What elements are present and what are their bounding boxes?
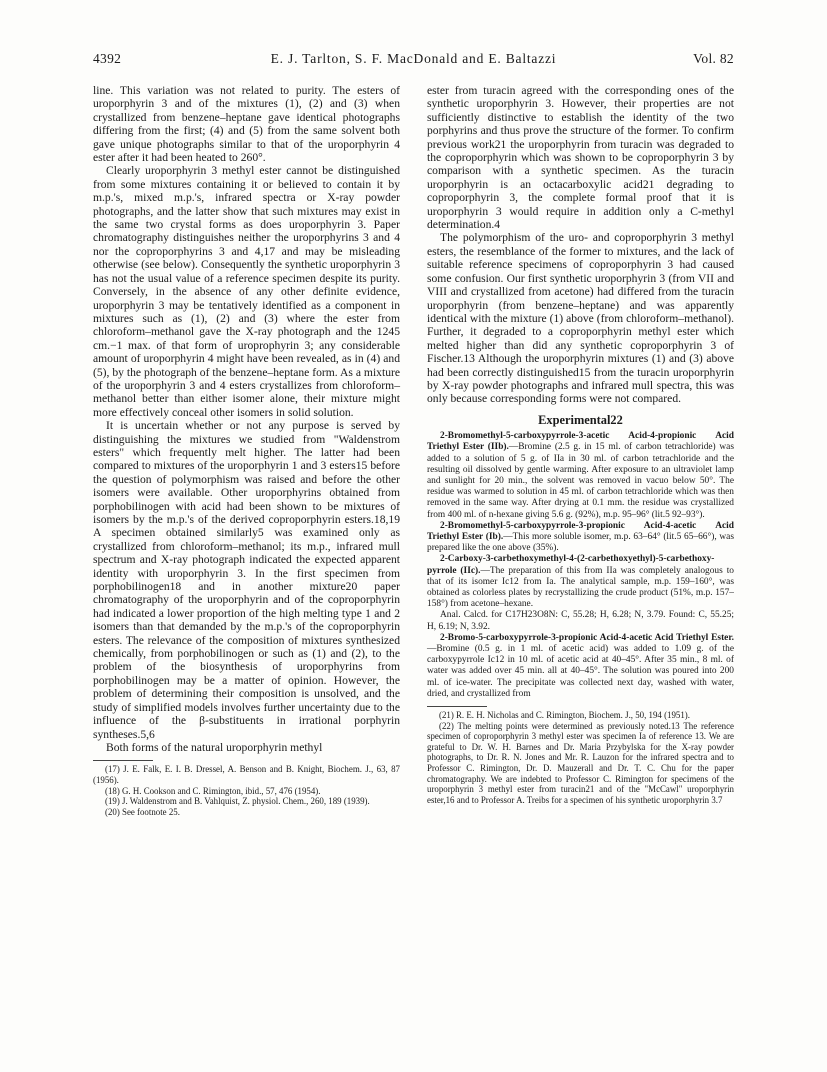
entry-heading: 2-Bromomethyl-5-carboxypyrrole-3-acetic Acid-4-propionic Acid Triethyl Ester (IIb). — [427, 431, 734, 453]
page-number: 4392 — [93, 51, 122, 66]
running-authors: E. J. Tarlton, S. F. MacDonald and E. Baltazzi — [270, 51, 557, 66]
left-paragraph-4: Both forms of the natural uroporphyrin methyl — [106, 740, 323, 754]
left-column — [93, 84, 400, 817]
experimental-entry — [427, 521, 734, 555]
entry-text: Anal. Calcd. for C17H23O8N: C, 55.28; H, 6.28; N, 3.79. Found: C, 55.25; H, 6.19; N, 3.92. — [427, 610, 734, 632]
entry-heading: 2-Bromo-5-carboxypyrrole-3-propionic Acid-4-acetic Acid Triethyl Ester. — [440, 632, 734, 643]
footnote-21: (21) R. E. H. Nicholas and C. Rimington, Biochem. J., 50, 194 (1951). — [439, 710, 690, 721]
footnote-rule — [93, 760, 153, 761]
right-paragraph-1: ester from turacin agreed with the corresponding ones of the synthetic uroporphyrin 3. However, their properties are not sufficiently distinctive to establish the identity of the two porphyrins and thus prove the structure of the former. To confirm previous work21 the uroporphyrin from turacin was degraded to the coproporphyrin which was shown to be coproporphyrin 3 by comparison with a synthetic specimen. As the turacin uroporphyrin is an octacarboxylic acid21 degrading to coproporphyrin 3, the complete formal proof that it is uroporphyrin 3 would require in addition only a C-methyl determination.4 — [427, 84, 734, 232]
left-paragraph-2: Clearly uroporphyrin 3 methyl ester cannot be distinguished from some mixtures containing it or believed to contain it by m.p.'s, mixed m.p.'s, infrared spectra or X-ray powder photographs, and the latter show that such mixtures may exist in the same two crystal forms as does uroporphyrin 3. Paper chromatography distinguishes neither the uroporphyrins 3 and 4 nor the coproporphyrins 3 and 4,17 and may be misleading otherwise (see below). Consequently the synthetic uroporphyrin 3 has not the usual value of a reference specimen despite its purity. Conversely, in the absence of any other definite evidence, uroporphyrin 3 may be tentatively identified as a component in mixtures such as (1), (2) and (3) where the ester from chloroform–methanol gave the X-ray photograph and the 1245 cm.−1 max. of that form of uroprophyrin 3; any considerable amount of uroporphyrin 4 might have been revealed, as in (4) and (5), by the photograph of the benzene–heptane form. As a mixture of the uroporphyrin 3 and 4 esters crystallizes from chloroform–methanol better than either isomer alone, their mixture might more effectively conceal other isomers in solid solution. — [93, 164, 400, 419]
footnote-rule — [427, 706, 487, 707]
footnote-19: (19) J. Waldenstrom and B. Vahlquist, Z. physiol. Chem., 260, 189 (1939). — [105, 796, 370, 807]
experimental-heading: Experimental22 — [538, 412, 623, 427]
footnote-17: (17) J. E. Falk, E. I. B. Dressel, A. Benson and B. Knight, Biochem. J., 63, 87 (1956). — [93, 764, 400, 785]
right-paragraph-2: The polymorphism of the uro- and coproporphyrin 3 methyl esters, the resemblance of the former to mixtures, and the lack of suitable reference specimens of coproporphyrin 3 had caused some confusion. Our first synthetic uroporphyrin 3 (from VII and VIII and crystallized from acetone) had differed from the turacin uroporphyrin (from benzene–heptane) and was apparently identical with the mixture (1) above (from chloroform–methanol). Further, it degraded to a coproporphyrin methyl ester which melted higher than did any synthetic coproporphyrin 3 of Fischer.13 Although the uroporphyrin mixtures (1) and (3) above had been correctly distinguished15 from the turacin uroporphyrin by X-ray powder photographs and infrared mull spectra, this was only because corresponding forms were not compared. — [427, 231, 734, 406]
entry-text: —This more soluble isomer, m.p. 63–64° (lit.5 65–66°), was prepared like the one above (35%). — [427, 531, 734, 554]
entry-heading: 2-Carboxy-3-carbethoxymethyl-4-(2-carbethoxyethyl)-5-carbethoxy-pyrrole (IIc). — [427, 554, 715, 576]
footnote-22: (22) The melting points were determined as previously noted.13 The reference specimen of coproporphyrin 3 methyl ester was specimen Ia of reference 13. We are grateful to Dr. W. H. Barnes and Dr. Maria Przybylska for the X-ray powder photographs, to Dr. R. N. Jones and Mr. R. Lauzon for the infrared spectra and to Professor C. Rimington, Dr. D. Mauzerall and Dr. T. C. Chu for the paper chromatography. We are indebted to Professor C. Rimington for specimens of the uroporphyrin 3 methyl ester from turacin21 and of the "McCawl" uroporphyrin ester,16 and to Professor A. Treibs for a specimen of his synthetic uroporphyrin 3.7 — [427, 720, 734, 805]
running-header — [93, 51, 734, 71]
footnote-20: (20) See footnote 25. — [105, 806, 180, 817]
left-paragraph-3: It is uncertain whether or not any purpose is served by distinguishing the mixtures we studied from "Waldenstrom esters" which frequently melt higher. The latter had been compared to mixtures of the uroporphyrin 1 and 3 esters15 before the question of polymorphism was raised and before the other isomers were available. Other uroporphyrins obtained from porphobilinogen with acid had been shown to be mixtures of isomers by the m.p.'s of the derived coproporphyrin esters.18,19 A specimen obtained similarly5 was examined only as crystallized from chloroform–methanol; its m.p., infrared mull spectrum and X-ray photograph indicated the expected apparent identity with uroporphyrin 3. In the first specimen from porphobilinogen18 and in another mixture20 paper chromatography of the uroporphyrin and of the coproporphyrin had indicated a lower proportion of the high melting type 1 and 2 isomers than that demanded by the m.p.'s of the coproporphyrin esters. The relevance of the composition of mixtures synthesized chemically, from porphobilinogen or such as (1) and (2), to the problem of the biosynthesis of uroporphyrins from porphobilinogen may be a matter of opinion. However, the problem of determining their composition is unsolved, and the study of simplified models involves further uncertainty due to the influence of the β-substituents in irrational porphyrin syntheses.5,6 — [93, 419, 400, 741]
entry-text: —Bromine (2.5 g. in 15 ml. of carbon tetrachloride) was added to a solution of 5 g. of IIa in 30 ml. of carbon tetrachloride and the resulting oil dissolved by gentle warming. After exposure to an ultraviolet lamp and sunlight for 20 min., the solvent was removed in vacuo below 50°. The residue was warmed to solution in 45 ml. of carbon tetrachloride which was then removed in the same way. After drying at 0.1 mm. the residue was crystallized from 400 ml. of n-hexane giving 5.6 g. (92%), m.p. 95–96° (lit.5 92–93°). — [427, 442, 734, 520]
footnote-18: (18) G. H. Cookson and C. Rimington, ibid., 57, 476 (1954). — [105, 785, 321, 796]
entry-text: —Bromine (0.5 g. in 1 ml. of acetic acid) was added to 1.09 g. of the carboxypyrrole Ic12 in 10 ml. of acetic acid at 40–45°. After 35 min., 8 ml. of water was added over 45 min. all at 40–45°. The solution was poured into 200 ml. of ice-water. The precipitate was collected next day, washed with water, dried, and crystallized from — [427, 644, 734, 699]
entry-heading: 2-Bromomethyl-5-carboxypyrrole-3-propionic Acid-4-acetic Acid Triethyl Ester (Ib). — [427, 520, 734, 542]
volume-label: Vol. 82 — [693, 51, 734, 66]
right-column — [427, 84, 734, 805]
analysis-line — [427, 610, 734, 632]
experimental-entry — [427, 431, 734, 521]
experimental-entry — [427, 633, 734, 700]
left-paragraph-1: line. This variation was not related to purity. The esters of uroporphyrin 3 and of the mixtures (1), (2) and (3) when crystallized from benzene–heptane gave identical photographs differing from the first; (4) and (5) from the same solvent both gave unique photographs similar to that of the uroporphyrin 4 ester after it had been heated to 260°. — [93, 84, 400, 165]
experimental-entry — [427, 554, 734, 610]
entry-text: —The preparation of this from IIa was completely analogous to that of its isomer Ic12 from Ia. The analytical sample, m.p. 159–160°, was obtained as colorless plates by recrystallizing the crude product (51%, m.p. 157–158°) from acetone–hexane. — [427, 565, 734, 610]
